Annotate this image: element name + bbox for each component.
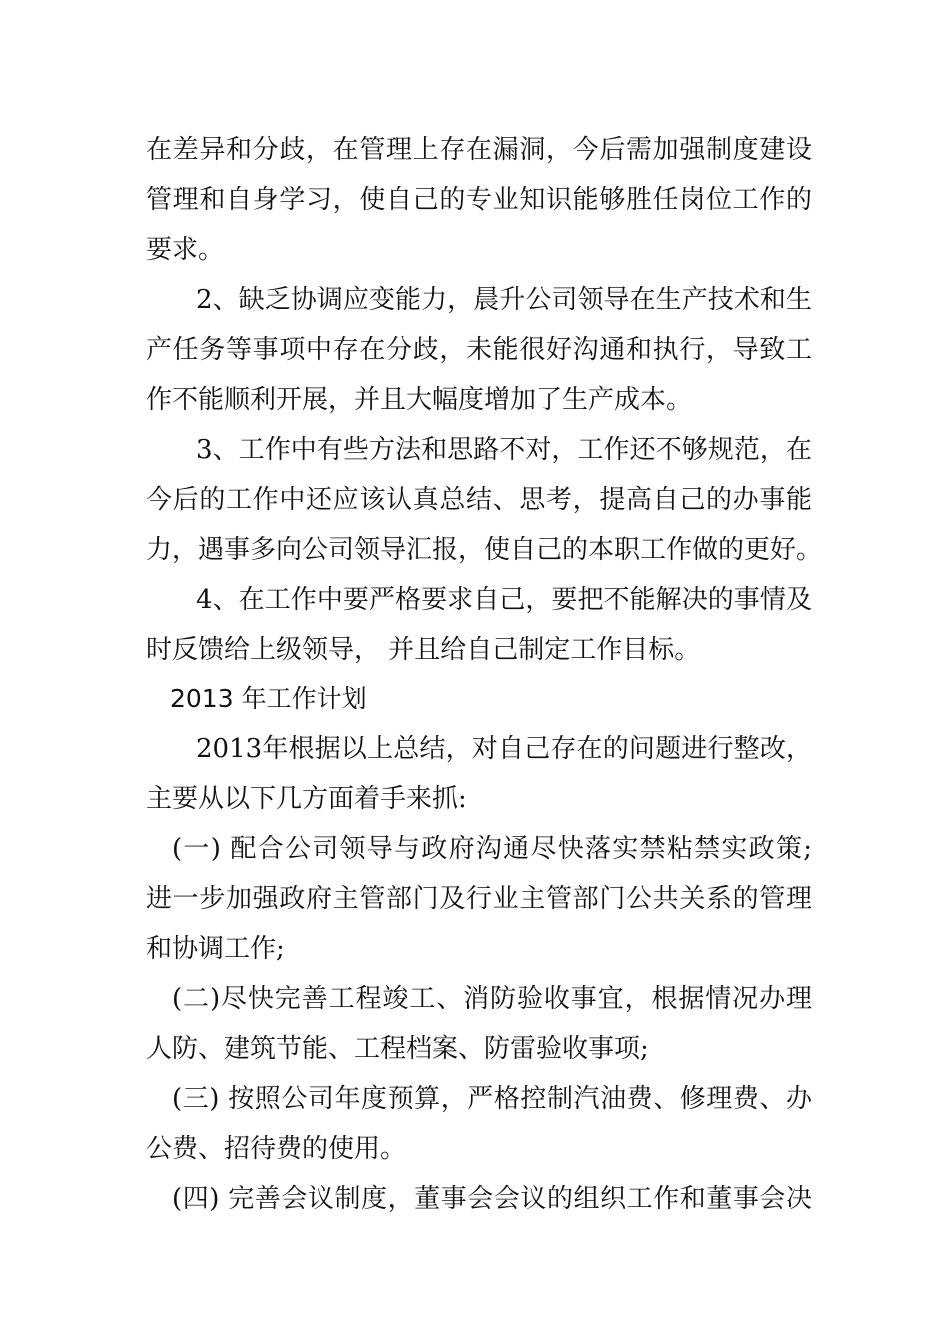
paragraph-line: 在差异和分歧，在管理上存在漏洞，今后需加强制度建设 (146, 135, 812, 165)
list-item-line: 人防、建筑节能、工程档案、防雷验收事项; (146, 1034, 649, 1064)
list-item-line: 公费、招待费的使用。 (146, 1134, 407, 1164)
list-item-line: (三) 按照公司年度预算，严格控制汽油费、修理费、办 (172, 1084, 812, 1114)
paragraph-line: 2、缺乏协调应变能力，晨升公司领导在生产技术和生 (196, 285, 812, 315)
list-item-line: 和协调工作; (146, 934, 285, 964)
list-item-line: (一) 配合公司领导与政府沟通尽快落实禁粘禁实政策; (172, 834, 812, 864)
list-item-line: (二)尽快完善工程竣工、消防验收事宜，根据情况办理 (172, 984, 812, 1014)
paragraph-line: 4、在工作中要严格要求自己，要把不能解决的事情及 (196, 585, 812, 615)
paragraph-line: 3、工作中有些方法和思路不对，工作还不够规范，在 (196, 435, 812, 465)
section-heading: 2013 年工作计划 (170, 684, 367, 713)
paragraph-line: 时反馈给上级领导， 并且给自己制定工作目标。 (146, 635, 701, 665)
paragraph-line: 管理和自身学习，使自己的专业知识能够胜任岗位工作的 (146, 185, 812, 215)
paragraph-line: 力，遇事多向公司领导汇报，使自己的本职工作做的更好。 (146, 535, 823, 565)
paragraph-line: 作不能顺利开展，并且大幅度增加了生产成本。 (146, 385, 693, 415)
paragraph-line: 今后的工作中还应该认真总结、思考，提高自己的办事能 (146, 485, 812, 515)
paragraph-line: 主要从以下几方面着手来抓: (146, 784, 467, 814)
list-item-line: (四) 完善会议制度，董事会会议的组织工作和董事会决 (172, 1184, 812, 1214)
list-item-line: 进一步加强政府主管部门及行业主管部门公共关系的管理 (146, 884, 812, 914)
paragraph-line: 要求。 (146, 235, 225, 265)
paragraph-line: 产任务等事项中存在分歧，未能很好沟通和执行，导致工 (146, 335, 812, 365)
paragraph-line: 2013年根据以上总结，对自己存在的问题进行整改， (196, 734, 812, 764)
